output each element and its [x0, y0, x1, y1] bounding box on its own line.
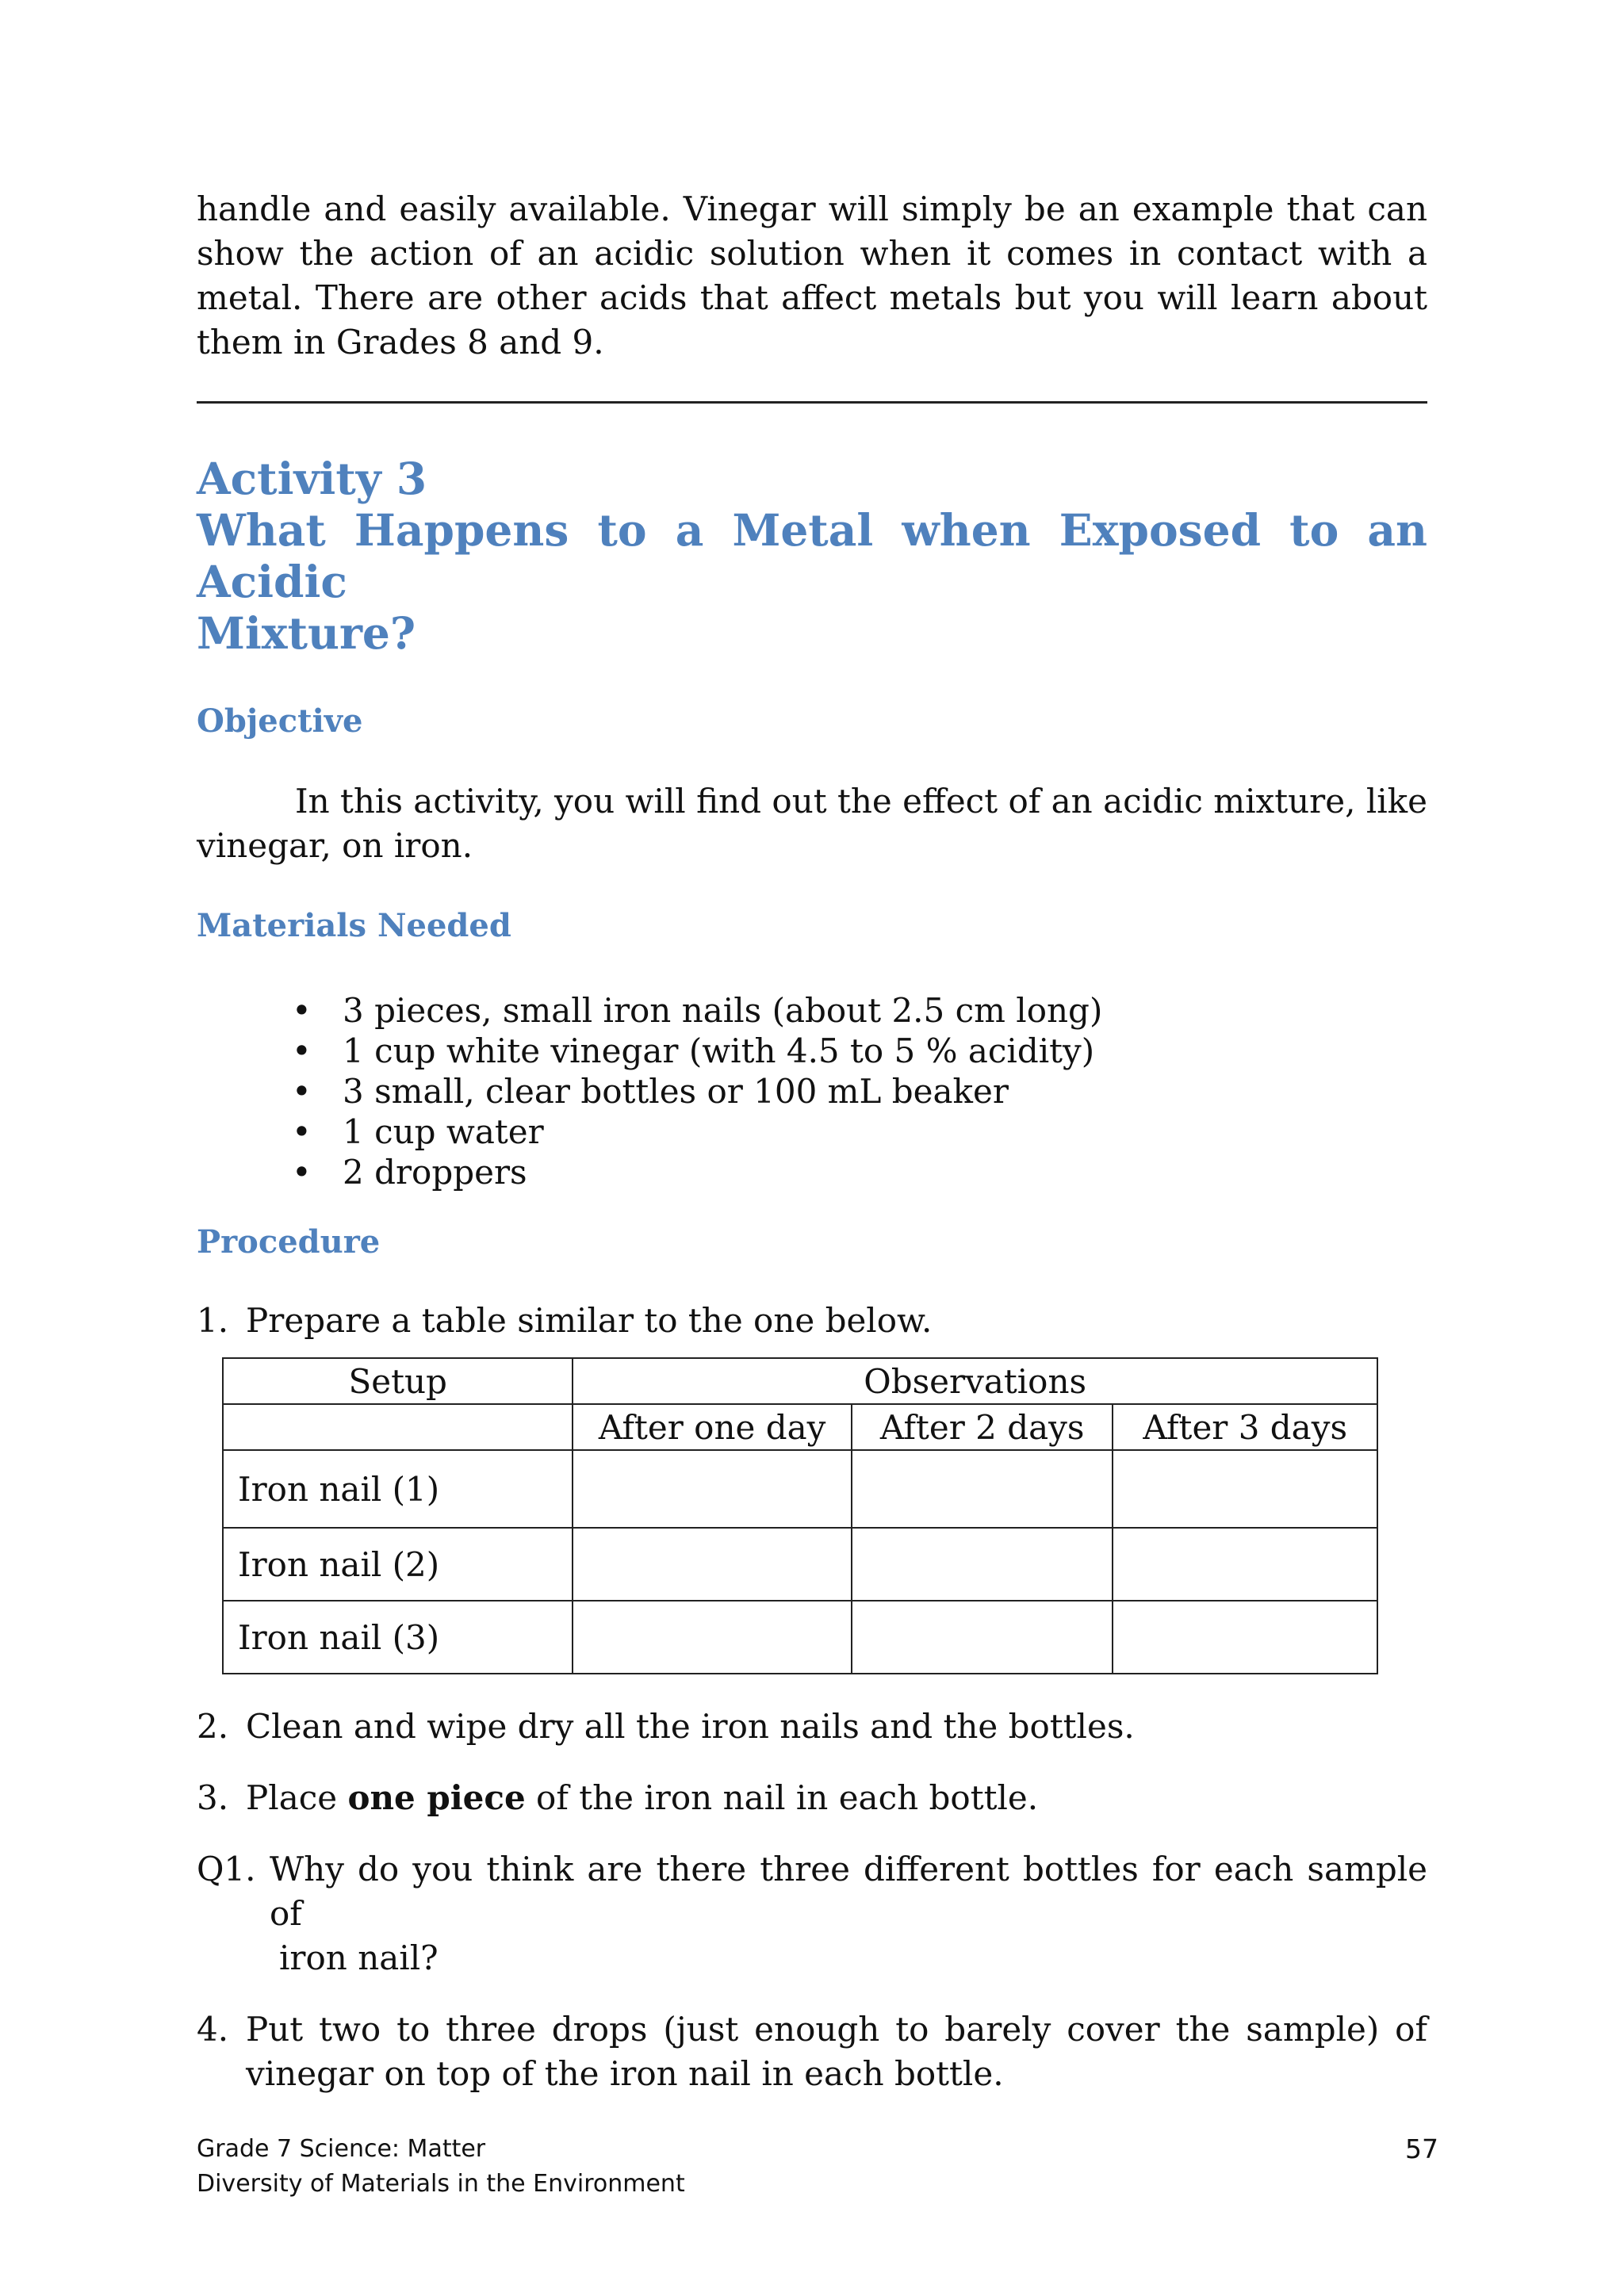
procedure-heading: Procedure [197, 1223, 381, 1261]
list-item [292, 1152, 1427, 1192]
question-number: Q1. [197, 1850, 256, 1888]
procedure-step-4 [197, 2007, 1427, 2096]
step-number: 1. [197, 1301, 229, 1340]
row-label: Iron nail (3) [223, 1601, 573, 1674]
objective-heading: Objective [197, 702, 363, 740]
step-text-line2: on top of the iron nail in each bottle. [384, 2054, 1004, 2093]
material-label: 3 small, clear bottles or 100 mL beaker [343, 1072, 1009, 1111]
intro-line: There are other acids that affect metals but you will learn about them in [197, 278, 1427, 362]
activity-title-line1: What Happens to a Metal when Exposed to an Acidic [197, 504, 1427, 607]
material-label: 1 cup white vinegar (with 4.5 to 5 % acidity) [343, 1031, 1095, 1070]
bullet-icon: • [292, 1112, 312, 1151]
page-content [197, 187, 1427, 2096]
table-cell [1113, 1601, 1377, 1674]
list-item [292, 990, 1427, 1031]
list-item [292, 1112, 1427, 1152]
table-cell [573, 1601, 852, 1674]
table-cell [1113, 1528, 1377, 1601]
footer-module: Diversity of Materials in the Environment [197, 2170, 685, 2198]
table-cell [573, 1450, 852, 1528]
footer-left [197, 2132, 1438, 2202]
section-divider [197, 401, 1427, 404]
material-label: 1 cup water [343, 1112, 544, 1151]
step-number: 4. [197, 2010, 229, 2049]
step-text: Prepare a table similar to the one below. [246, 1301, 933, 1340]
procedure-step-2 [197, 1705, 1427, 1749]
activity-title-line2: Mixture? [197, 607, 416, 659]
procedure-step-3 [197, 1776, 1427, 1820]
step-number: 3. [197, 1778, 229, 1817]
observation-table [222, 1357, 1378, 1674]
bullet-icon: • [292, 991, 312, 1030]
intro-line: show the action of an acidic solution when it comes in contact with a metal. [197, 234, 1427, 317]
intro-paragraph [197, 187, 1427, 365]
objective-text-content: In this activity, you will find out the effect of an acidic mixture, like vinegar, on iron. [197, 782, 1427, 865]
materials-heading: Materials Needed [197, 907, 511, 944]
bullet-icon: • [292, 1031, 312, 1070]
row-label: Iron nail (1) [223, 1450, 573, 1528]
activity-label: Activity 3 [197, 453, 427, 504]
table-cell [1113, 1450, 1377, 1528]
bullet-icon: • [292, 1072, 312, 1111]
table-cell [573, 1528, 852, 1601]
materials-list [197, 990, 1427, 1192]
procedure-step-1 [197, 1299, 1427, 1343]
step-text: Clean and wipe dry all the iron nails and the bottles. [246, 1707, 1135, 1746]
step-number: 2. [197, 1707, 229, 1746]
intro-line: handle and easily available. Vinegar will simply be an example that can [197, 189, 1427, 228]
page-footer [197, 2132, 1438, 2202]
step-text-after: of the iron nail in each bottle. [525, 1778, 1039, 1817]
table-cell [852, 1601, 1113, 1674]
table-row [223, 1528, 1377, 1601]
list-item [292, 1031, 1427, 1071]
table-row [223, 1601, 1377, 1674]
footer-course: Grade 7 Science: Matter [197, 2135, 486, 2163]
column-header: After 2 days [852, 1404, 1113, 1450]
bullet-icon: • [292, 1153, 312, 1192]
list-item [292, 1071, 1427, 1112]
table-cell [852, 1528, 1113, 1601]
column-header: After 3 days [1113, 1404, 1377, 1450]
activity-title [197, 453, 1427, 659]
intro-line: Grades 8 and 9. [335, 323, 604, 362]
question-text-line2: iron nail? [279, 1938, 439, 1977]
step-text-line1: Put two to three drops (just enough to barely cover the sample) of vinegar [246, 2010, 1427, 2093]
empty-header-cell [223, 1404, 573, 1450]
material-label: 3 pieces, small iron nails (about 2.5 cm long) [343, 991, 1103, 1030]
question-q1 [197, 1847, 1427, 1980]
table-row [223, 1450, 1377, 1528]
observations-header: Observations [573, 1358, 1377, 1404]
column-header: After one day [573, 1404, 852, 1450]
objective-text [197, 779, 1427, 868]
material-label: 2 droppers [343, 1153, 527, 1192]
step-text-bold: one piece [347, 1778, 526, 1817]
page-number: 57 [1405, 2133, 1438, 2164]
step-text-before: Place [246, 1778, 348, 1817]
setup-header: Setup [223, 1358, 573, 1404]
question-text-line1: Why do you think are there three different bottles for each sample of [270, 1850, 1427, 1933]
row-label: Iron nail (2) [223, 1528, 573, 1601]
table-cell [852, 1450, 1113, 1528]
